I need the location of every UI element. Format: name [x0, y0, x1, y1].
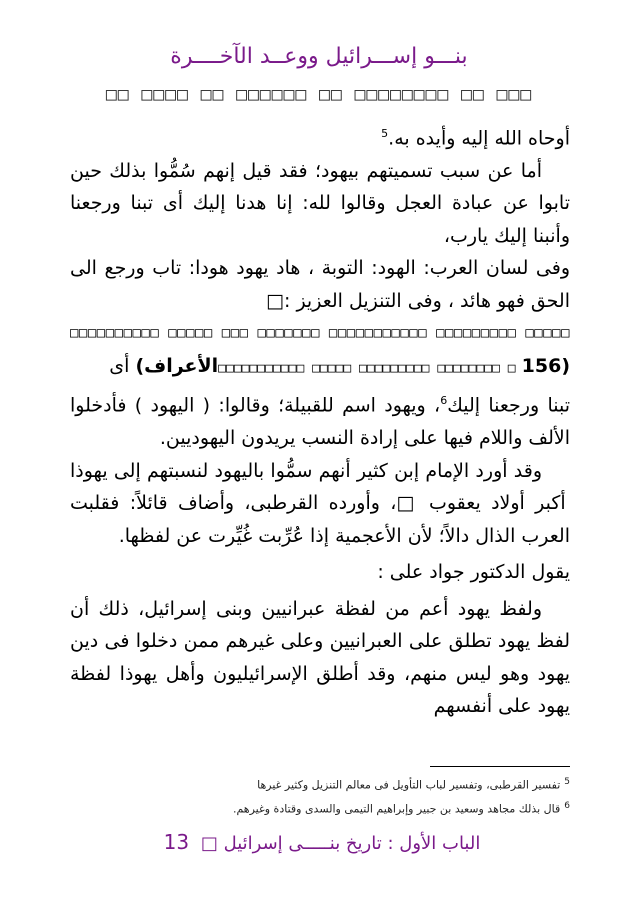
paragraph: [70, 252, 570, 317]
paragraph: أما عن سبب تسميتهم بيهود؛ فقد قيل إنهم سُمُّوا بذلك حين تابوا عن عبادة العجل وقالوا لله: إنا هدنا إليك أى تبنا ورجعنا وأنبنا إليك يارب،: [70, 159, 570, 247]
text-run: وقد أورد الإمام إبن كثير أنهم سمُّوا باليهود لنسبتهم إلى يهوذا أكبر أولاد يعقوب: [70, 459, 566, 515]
paragraph: ولفظ يهود أعم من لفظة عبرانيين وبنى إسرائيل، ذلك أن لفظ يهود تطلق على العبرانيين وعلى غيرهم ممن دخلوا فى دين يهود وهو ليس منهم، وقد أطلق الإسرائيليون وأهل يهوذا لفظة يهود على أنفسهم: [70, 597, 570, 718]
text-run: أوحاه الله إليه وأيده به.: [388, 127, 570, 150]
footer-glyph: □: [200, 833, 218, 854]
text-run: وفى لسان العرب: الهود: التوبة ، هاد يهود هودا: تاب ورجع الى الحق فهو هائد ، وفى التنزيل العزيز :: [70, 257, 570, 312]
quran-verse-glyphs: □□□□□□□□□□ □□□□□ □□□ □□□□□□□ □□□□□□□□□□□ □□□□□□□□□ □□□□□: [70, 325, 570, 342]
footnote-text: قال بذلك مجاهد وسعيد بن جبير وإبراهيم التيمى والسدى وقتادة وغيرهم.: [232, 802, 561, 816]
footnote: [70, 772, 570, 796]
header-placeholder-glyphs: □□ □□□□ □□ □□□□□□ □□ □□□□□□□□ □□ □□□: [105, 84, 533, 105]
footnote-number: 6: [564, 800, 570, 811]
glyph-box: □: [396, 492, 419, 515]
paragraph: [70, 455, 570, 553]
text-run: أى: [109, 354, 130, 377]
footnote-divider: [430, 766, 570, 767]
text-run: ، وأورده القرطبى، وأضاف قائلاً: فقلبت العرب الذال دالاً؛ لأن الأعجمية إذا عُرِّبت غُيِّرت عن لفظها.: [70, 492, 570, 547]
footnotes: [70, 772, 570, 819]
footnote-ref: 6: [440, 394, 448, 408]
page-footer: [0, 830, 638, 854]
page-header-title: بنـــو إســـرائيل ووعــد الآخــــرة: [170, 44, 468, 69]
paragraph: [70, 385, 570, 454]
glyph-box: □: [266, 289, 284, 312]
sura-name: الأعراف): [135, 354, 219, 377]
quran-verse-glyphs: □ □□□□□□□□ □□□□□□□□□ □□□□□ □□□□□□□□□□□: [218, 360, 516, 376]
chapter-title: الباب الأول : تاريخ بنـــــى إسرائيل: [223, 833, 481, 854]
text-run: تبنا ورجعنا إليك: [447, 394, 570, 417]
main-text: [70, 118, 570, 723]
paragraph: يقول الدكتور جواد على :: [377, 561, 570, 584]
text-run: ، ويهود اسم للقبيلة؛ وقالوا: ( اليهود ) فأدخلوا الألف واللام فيها على إرادة النسب يريدون اليهوديين.: [70, 394, 570, 450]
footnote-ref: 5: [381, 127, 389, 140]
page-number: 13: [163, 830, 190, 854]
paragraph: [70, 118, 570, 155]
paragraph: [70, 350, 570, 386]
footnote-text: تفسير القرطبى، وتفسير لباب التأويل فى معالم التنزيل وكثير غيرها: [257, 778, 561, 792]
verse-number: (156: [521, 354, 570, 377]
footnote-number: 5: [564, 777, 570, 787]
footnote: [70, 796, 570, 820]
